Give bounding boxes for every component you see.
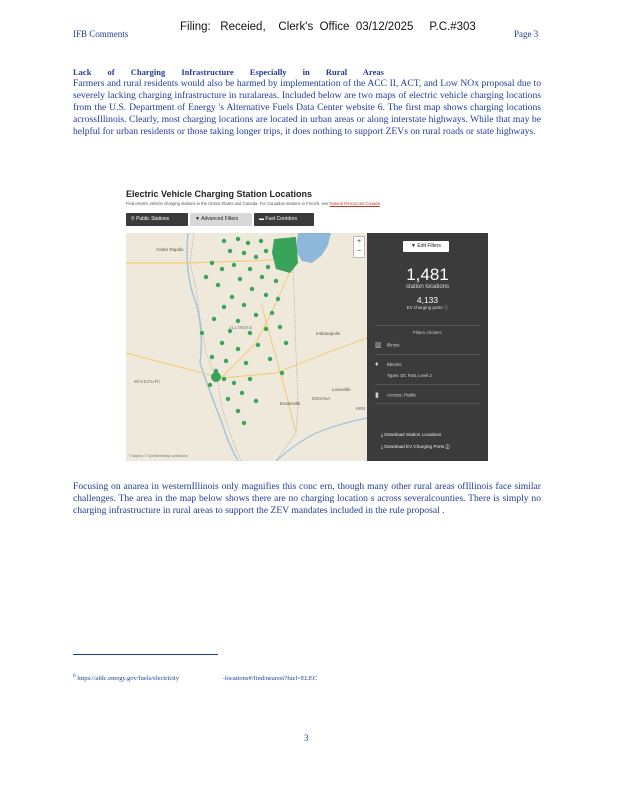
figure-title: Electric Vehicle Charging Station Locations <box>126 189 313 199</box>
fuel-corridors-label: Fuel Corridors <box>265 216 298 222</box>
download-stations-link[interactable] <box>381 432 441 437</box>
fuel-corridors-button[interactable] <box>254 213 314 226</box>
edit-filters-label: Edit Filters <box>417 243 441 249</box>
label-indianapolis: Indianapolis <box>316 331 341 336</box>
filter-access-label: Access: Public <box>387 392 417 398</box>
advanced-filters-button[interactable] <box>190 213 252 226</box>
filter-fuel-label: Electric <box>387 362 402 367</box>
footnote <box>73 673 317 682</box>
station-count-label: station locations <box>405 284 450 290</box>
figure-subtitle-text: Find electric vehicle charging stations in the United States and Canada. For Canadian stations in French, see <box>126 201 330 206</box>
results-panel <box>367 233 488 461</box>
search-icon: ⚲ <box>131 216 137 222</box>
download-icon: ⤓ <box>381 432 385 437</box>
chicago-station-cluster <box>272 237 298 273</box>
header-left: IFB Comments <box>73 29 129 39</box>
footnote-url-1[interactable]: https://afdc.energy.gov/fuels/electricity <box>77 675 179 683</box>
filter-icon: ▼ <box>411 243 418 249</box>
zoom-controls <box>353 236 365 258</box>
page-number: 3 <box>304 733 309 743</box>
advanced-filters-label: Advanced Filters <box>201 216 239 222</box>
plug-icon: ♦ <box>375 361 379 368</box>
download-icon: ⤓ <box>381 444 385 449</box>
label-ken: KEN <box>356 406 366 411</box>
public-stations-label: Public Stations <box>136 216 170 222</box>
filter-types-label: Types: DC Fast, Level 2 <box>387 373 432 378</box>
figure-subtitle <box>126 201 380 206</box>
gas-pump-icon: ▮ <box>375 392 379 399</box>
map-attribution: © Mapbox © OpenStreetMap contributors <box>129 454 188 458</box>
download-ports-label: Download EV Charging Ports <box>384 444 445 449</box>
port-count-label <box>367 305 488 311</box>
header-page: Page 3 <box>514 29 539 39</box>
label-evansville: Evansville <box>280 401 301 406</box>
edit-filters-button[interactable] <box>403 241 449 252</box>
panel-divider <box>375 384 480 385</box>
station-map[interactable] <box>126 233 367 461</box>
footnote-marker: 6 <box>73 673 76 679</box>
label-indiana: INDIANA <box>312 396 331 401</box>
info-icon[interactable]: ⓘ <box>443 305 449 310</box>
truck-icon: ▬ <box>259 216 266 222</box>
filters-chosen-heading: Filters chosen: <box>412 330 443 335</box>
map-canvas <box>126 233 367 461</box>
label-missouri: MISSOURI <box>134 379 161 384</box>
charging-map-figure <box>126 185 488 461</box>
filter-fuel-row <box>375 361 480 368</box>
label-cedar-rapids: Cedar Rapids <box>156 247 184 252</box>
port-count: 4,133 <box>416 295 439 305</box>
filing-stamp: Filing: Receied, Clerk's Office 03/12/2025 P.C.#303 <box>180 21 476 33</box>
download-ports-link[interactable] <box>381 444 450 449</box>
label-illinois: ILLINOIS <box>230 325 253 330</box>
station-count: 1,481 <box>406 265 449 284</box>
label-louisville: Louisville <box>332 387 351 392</box>
filter-state-label: Illinois <box>387 342 400 348</box>
paragraph-2: Focusing on anarea in westernIllinois only magnifies this conc ern, though many other rural areas ofIllinois face similar challenges. The area in the map below shows there are no charging location s across severalcounties. There is simply no charging infrastructure in rural areas to support the ZEV mandates included in the rule proposal . <box>73 481 541 516</box>
section-heading: Lack of Charging Infrastructure Especially in Rural Areas <box>73 67 384 77</box>
nrc-link[interactable]: Natural Resources Canada <box>329 201 380 206</box>
info-icon[interactable]: ⓘ <box>445 444 450 449</box>
paragraph-1: Farmers and rural residents would also be harmed by implementation of the ACC II, ACT, and Low NOx proposal due to severely lacking charging infrastructure in ruralareas. Included below are two maps of electric vehicle charging locations from the U.S. Department of Energy 's Alternative Fuels Data Center website 6. The first map shows charging locations acrossIllinois. Clearly, most charging locations are located in urban areas or along interstate highways. While that may be helpful for urban residents or those taking longer trips, it does nothing to support ZEVs on rural roads or state highways. <box>73 78 541 137</box>
st-louis-cluster <box>211 372 221 382</box>
footnote-rule <box>73 654 218 655</box>
public-stations-button[interactable] <box>126 213 188 226</box>
filter-access-row <box>375 391 480 399</box>
zoom-out-button[interactable]: − <box>356 248 362 255</box>
map-background <box>126 233 367 461</box>
panel-divider <box>375 325 480 326</box>
zoom-in-button[interactable]: + <box>356 238 362 245</box>
filter-state-row <box>375 341 480 349</box>
map-icon: ▥ <box>375 342 382 349</box>
footnote-url-2[interactable]: -locations#/find/nearest?fuel=ELEC <box>222 675 318 683</box>
port-count-label-text: EV charging ports <box>406 305 443 310</box>
panel-divider <box>375 354 480 355</box>
download-stations-label: Download Station Locations <box>384 432 442 437</box>
panel-divider <box>375 403 480 404</box>
filter-icon: ▼ <box>195 216 202 222</box>
